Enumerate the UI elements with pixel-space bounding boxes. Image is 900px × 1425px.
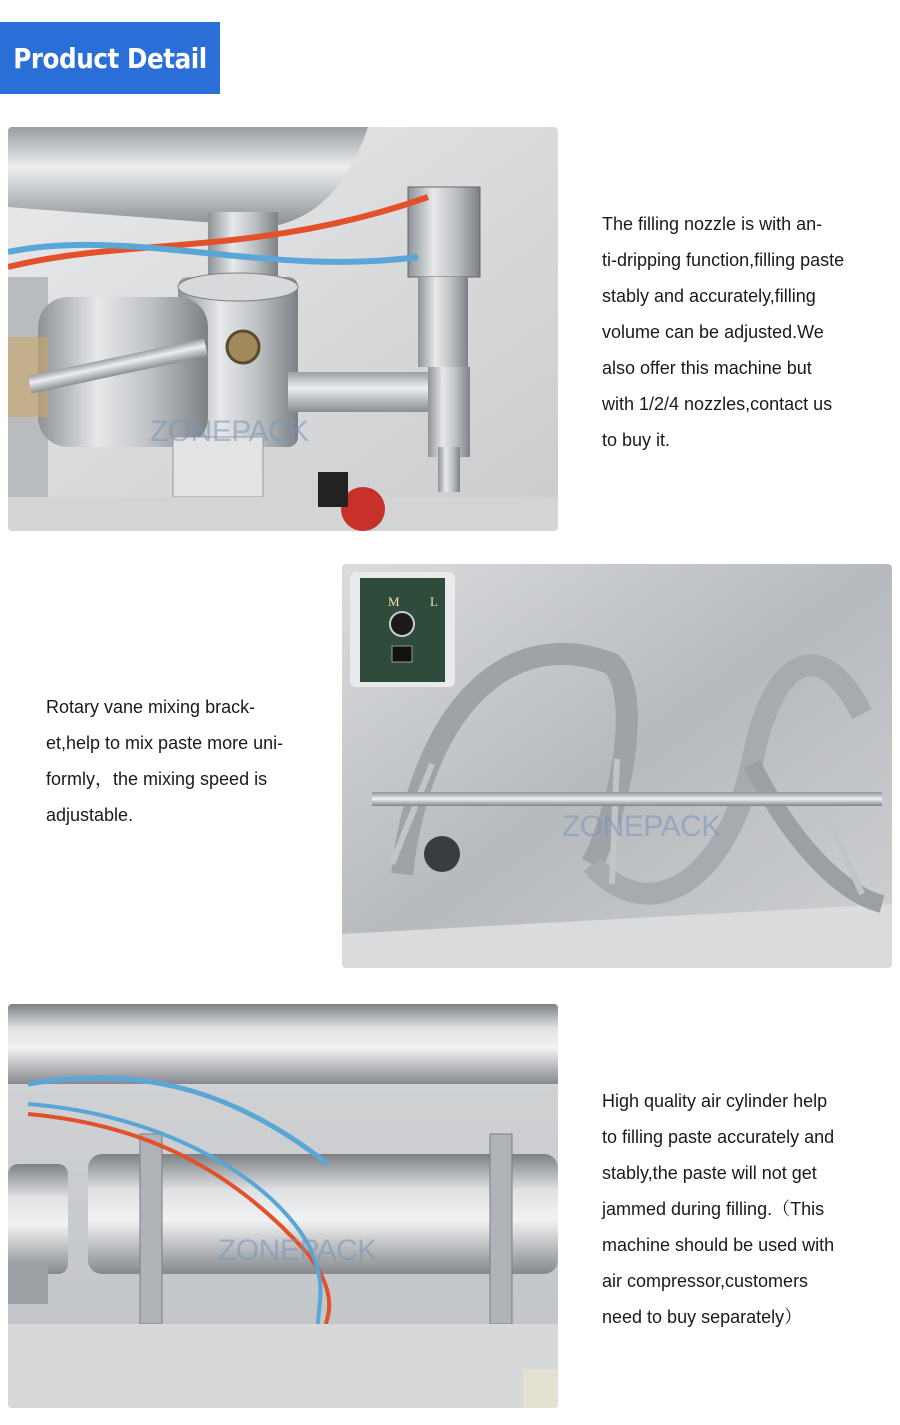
text-line: air compressor,customers [602,1271,809,1291]
text-line: machine should be used with [602,1235,835,1255]
text-line: stably and accurately,filling [602,286,816,306]
text-line: formly，the mixing speed is [46,769,268,789]
watermark: ZONEPACK [150,415,309,448]
text-line: adjustable. [46,805,134,825]
filling-nozzle-photo [8,127,558,531]
text-line: jammed during filling.（This [602,1199,825,1219]
text-line: ti-dripping function,filling paste [602,250,845,270]
text-line: to buy it. [602,430,671,450]
text-line: The filling nozzle is with an- [602,214,823,234]
product-detail-header [0,22,220,94]
text-line: et,help to mix paste more uni- [46,733,284,753]
text-line: stably,the paste will not get [602,1163,817,1183]
text-line: volume can be adjusted.We [602,322,824,342]
watermark: ZONEPACK [562,810,721,843]
text-line: with 1/2/4 nozzles,contact us [602,394,833,414]
speed-controller-labels [388,594,438,610]
text-line: to filling paste accurately and [602,1127,835,1147]
controller-label-m: M [388,594,400,609]
header-title: Product Detail [13,41,207,75]
air-cylinder-photo [8,1004,558,1408]
air-cylinder-description [602,1083,834,1335]
watermark: ZONEPACK [218,1234,377,1267]
mixing-bracket-photo [342,564,892,968]
text-line: High quality air cylinder help [602,1091,828,1111]
text-line: need to buy separately） [602,1307,803,1327]
filling-nozzle-description [602,206,844,458]
mixing-bracket-description [46,689,283,833]
text-line: Rotary vane mixing brack- [46,697,256,717]
controller-label-l: L [430,594,438,609]
text-line: also offer this machine but [602,358,812,378]
